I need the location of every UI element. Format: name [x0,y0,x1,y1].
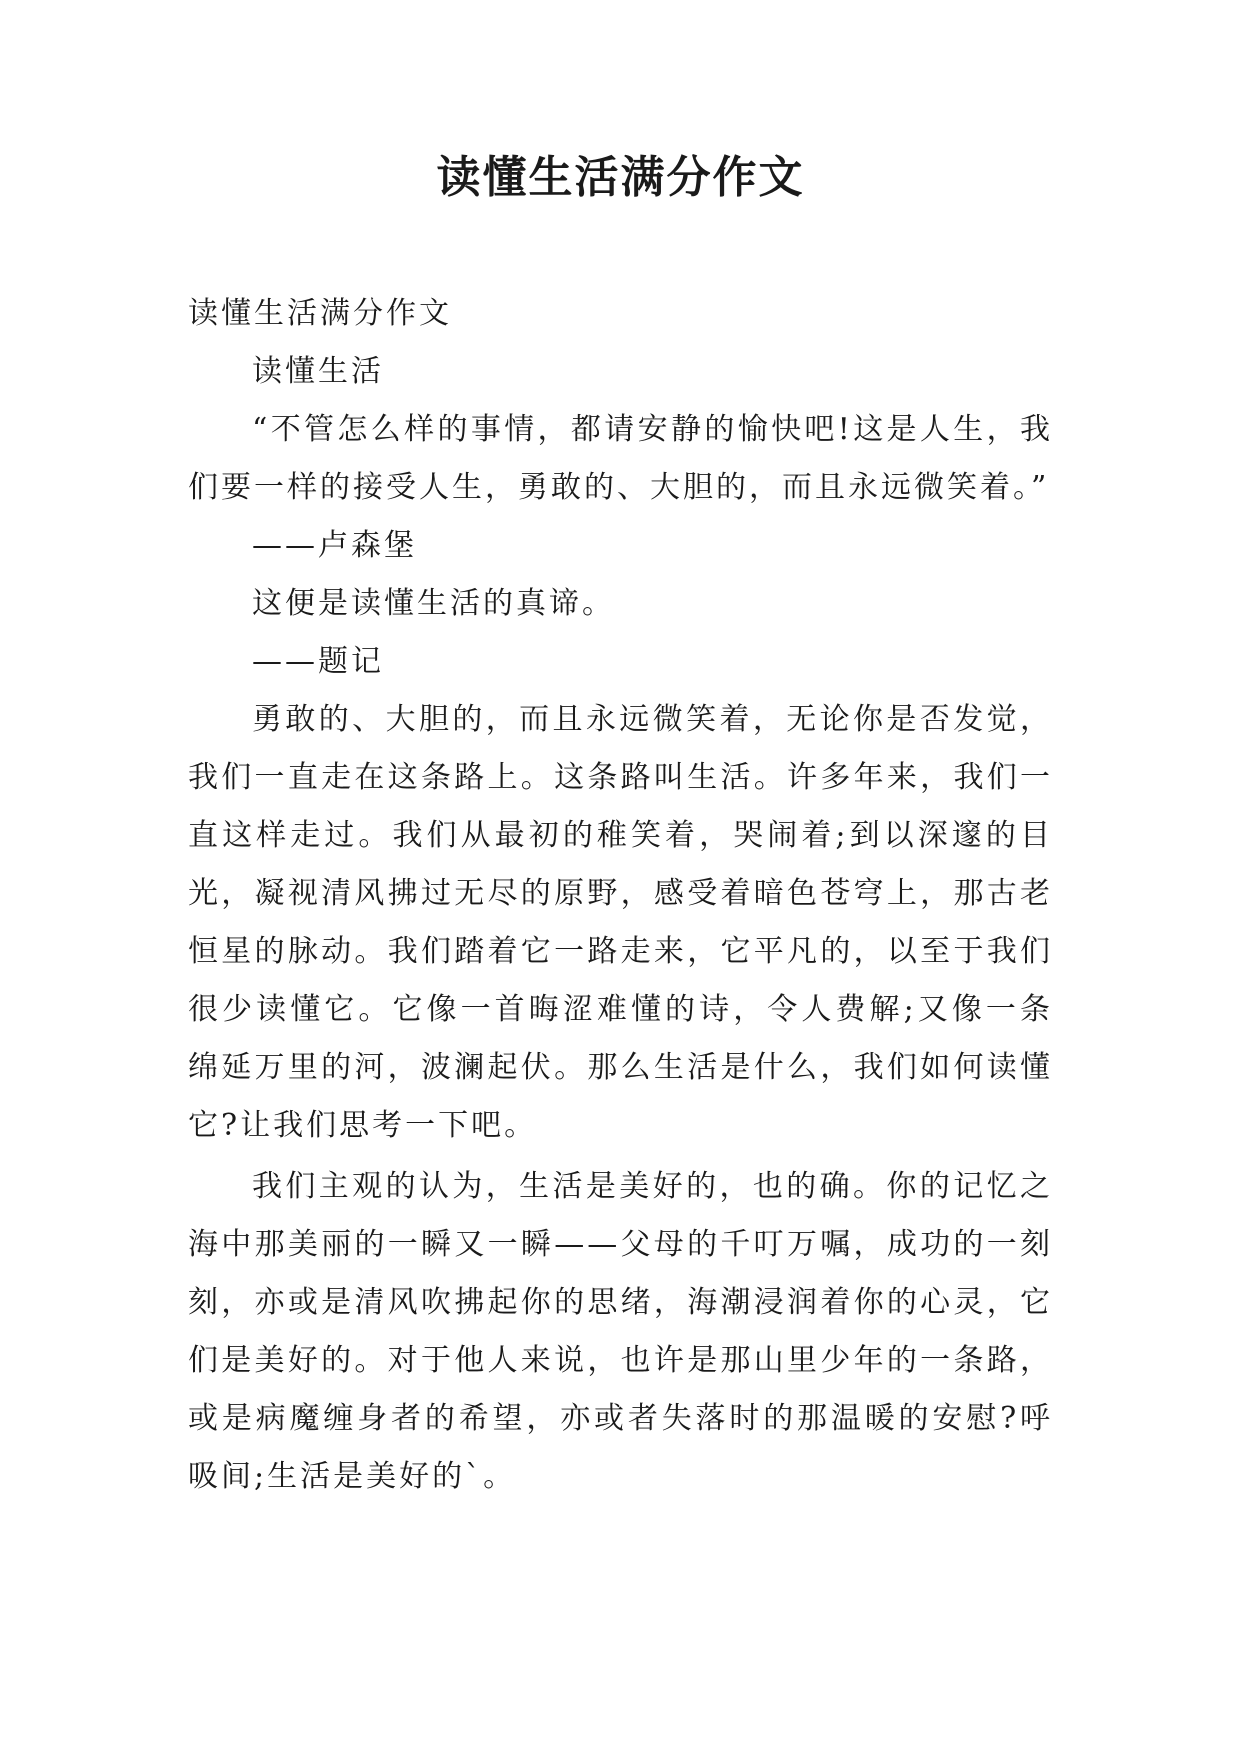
epigraph-attribution: ——卢森堡 [252,528,417,563]
document-body [188,285,1053,1506]
epigraph-label: ——题记 [252,644,384,679]
document-title: 读懂生活满分作文 [436,152,805,203]
epigraph-quote: “不管怎么样的事情，都请安静的愉快吧!这是人生，我们要一样的接受人生，勇敢的、大胆的，而且永远微笑着。” [188,412,1053,505]
epigraph-comment: 这便是读懂生活的真谛。 [252,586,615,621]
essay-heading: 读懂生活 [252,354,384,389]
body-paragraph: 勇敢的、大胆的，而且永远微笑着，无论你是否发觉，我们一直走在这条路上。这条路叫生活。许多年来，我们一直这样走过。我们从最初的稚笑着，哭闹着;到以深邃的目光，凝视清风拂过无尽的原野，感受着暗色苍穹上，那古老恒星的脉动。我们踏着它一路走来，它平凡的，以至于我们很少读懂它。它像一首晦涩难懂的诗，令人费解;又像一条绵延万里的河，波澜起伏。那么生活是什么，我们如何读懂它?让我们思考一下吧。 [188,702,1053,1143]
body-paragraph: 我们主观的认为，生活是美好的，也的确。你的记忆之海中那美丽的一瞬又一瞬——父母的千叮万嘱，成功的一刻刻，亦或是清风吹拂起你的思绪，海潮浸润着你的心灵，它们是美好的。对于他人来说，也许是那山里少年的一条路，或是病魔缠身者的希望，亦或者失落时的那温暖的安慰?呼吸间;生活是美好的`。 [188,1169,1053,1494]
subtitle-line: 读懂生活满分作文 [188,296,452,331]
